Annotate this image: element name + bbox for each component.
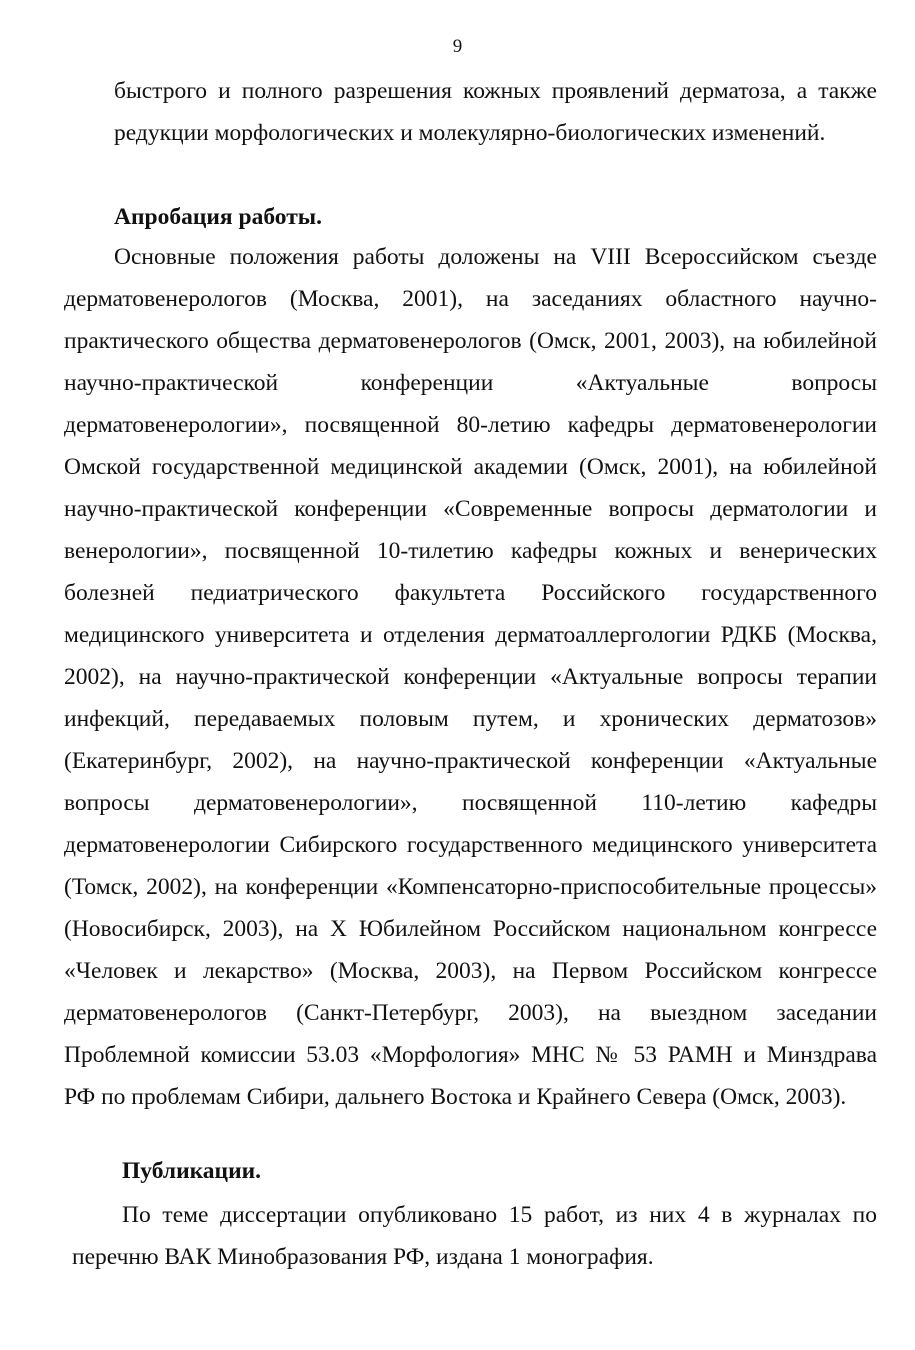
approbation-line-8: венерологии», посвященной 10-тилетию кафедры кожных и венерических — [64, 538, 877, 564]
intro-line-1: быстрого и полного разрешения кожных проявлений дерматоза, а также — [114, 78, 877, 104]
approbation-line-10: медицинского университета и отделения дерматоаллергологии РДКБ (Москва, — [64, 622, 877, 648]
approbation-line-3: практического общества дерматовенерологов (Омск, 2001, 2003), на юбилейной — [64, 328, 877, 354]
approbation-line-11: 2002), на научно-практической конференции «Актуальные вопросы терапии — [64, 664, 877, 690]
publications-line-1: По теме диссертации опубликовано 15 работ, из них 4 в журналах по — [122, 1202, 877, 1228]
approbation-heading: Апробация работы. — [114, 204, 322, 230]
approbation-line-7: научно-практической конференции «Современные вопросы дерматологии и — [64, 496, 877, 522]
approbation-line-15: дерматовенерологии Сибирского государственного медицинского университета — [64, 832, 877, 858]
approbation-line-9: болезней педиатрического факультета Российского государственного — [64, 580, 877, 606]
approbation-line-21: РФ по проблемам Сибири, дальнего Востока и Крайнего Севера (Омск, 2003). — [64, 1084, 847, 1110]
approbation-line-20: Проблемной комиссии 53.03 «Морфология» МНС № 53 РАМН и Минздрава — [64, 1042, 877, 1068]
approbation-line-19: дерматовенерологов (Санкт-Петербург, 2003), на выездном заседании — [64, 1000, 877, 1026]
approbation-line-14: вопросы дерматовенерологии», посвященной 110-летию кафедры — [64, 790, 877, 816]
approbation-line-1: Основные положения работы доложены на VIII Всероссийском съезде — [114, 244, 877, 270]
approbation-line-17: (Новосибирск, 2003), на X Юбилейном Российском национальном конгрессе — [64, 916, 877, 942]
publications-line-2: перечню ВАК Минобразования РФ, издана 1 монография. — [72, 1244, 654, 1270]
approbation-line-5: дерматовенерологии», посвященной 80-летию кафедры дерматовенерологии — [64, 412, 877, 438]
approbation-line-12: инфекций, передаваемых половым путем, и хронических дерматозов» — [64, 706, 877, 732]
approbation-line-6: Омской государственной медицинской академии (Омск, 2001), на юбилейной — [64, 454, 877, 480]
approbation-line-13: (Екатеринбург, 2002), на научно-практической конференции «Актуальные — [64, 748, 877, 774]
page-number: 9 — [452, 36, 463, 57]
intro-line-2: редукции морфологических и молекулярно-биологических изменений. — [114, 120, 826, 146]
approbation-line-18: «Человек и лекарство» (Москва, 2003), на Первом Российском конгрессе — [64, 958, 877, 984]
approbation-line-4: научно-практической конференции «Актуальные вопросы — [64, 370, 877, 396]
publications-heading: Публикации. — [122, 1158, 262, 1184]
approbation-line-16: (Томск, 2002), на конференции «Компенсаторно-приспособительные процессы» — [64, 874, 877, 900]
approbation-line-2: дерматовенерологов (Москва, 2001), на заседаниях областного научно- — [64, 286, 877, 312]
